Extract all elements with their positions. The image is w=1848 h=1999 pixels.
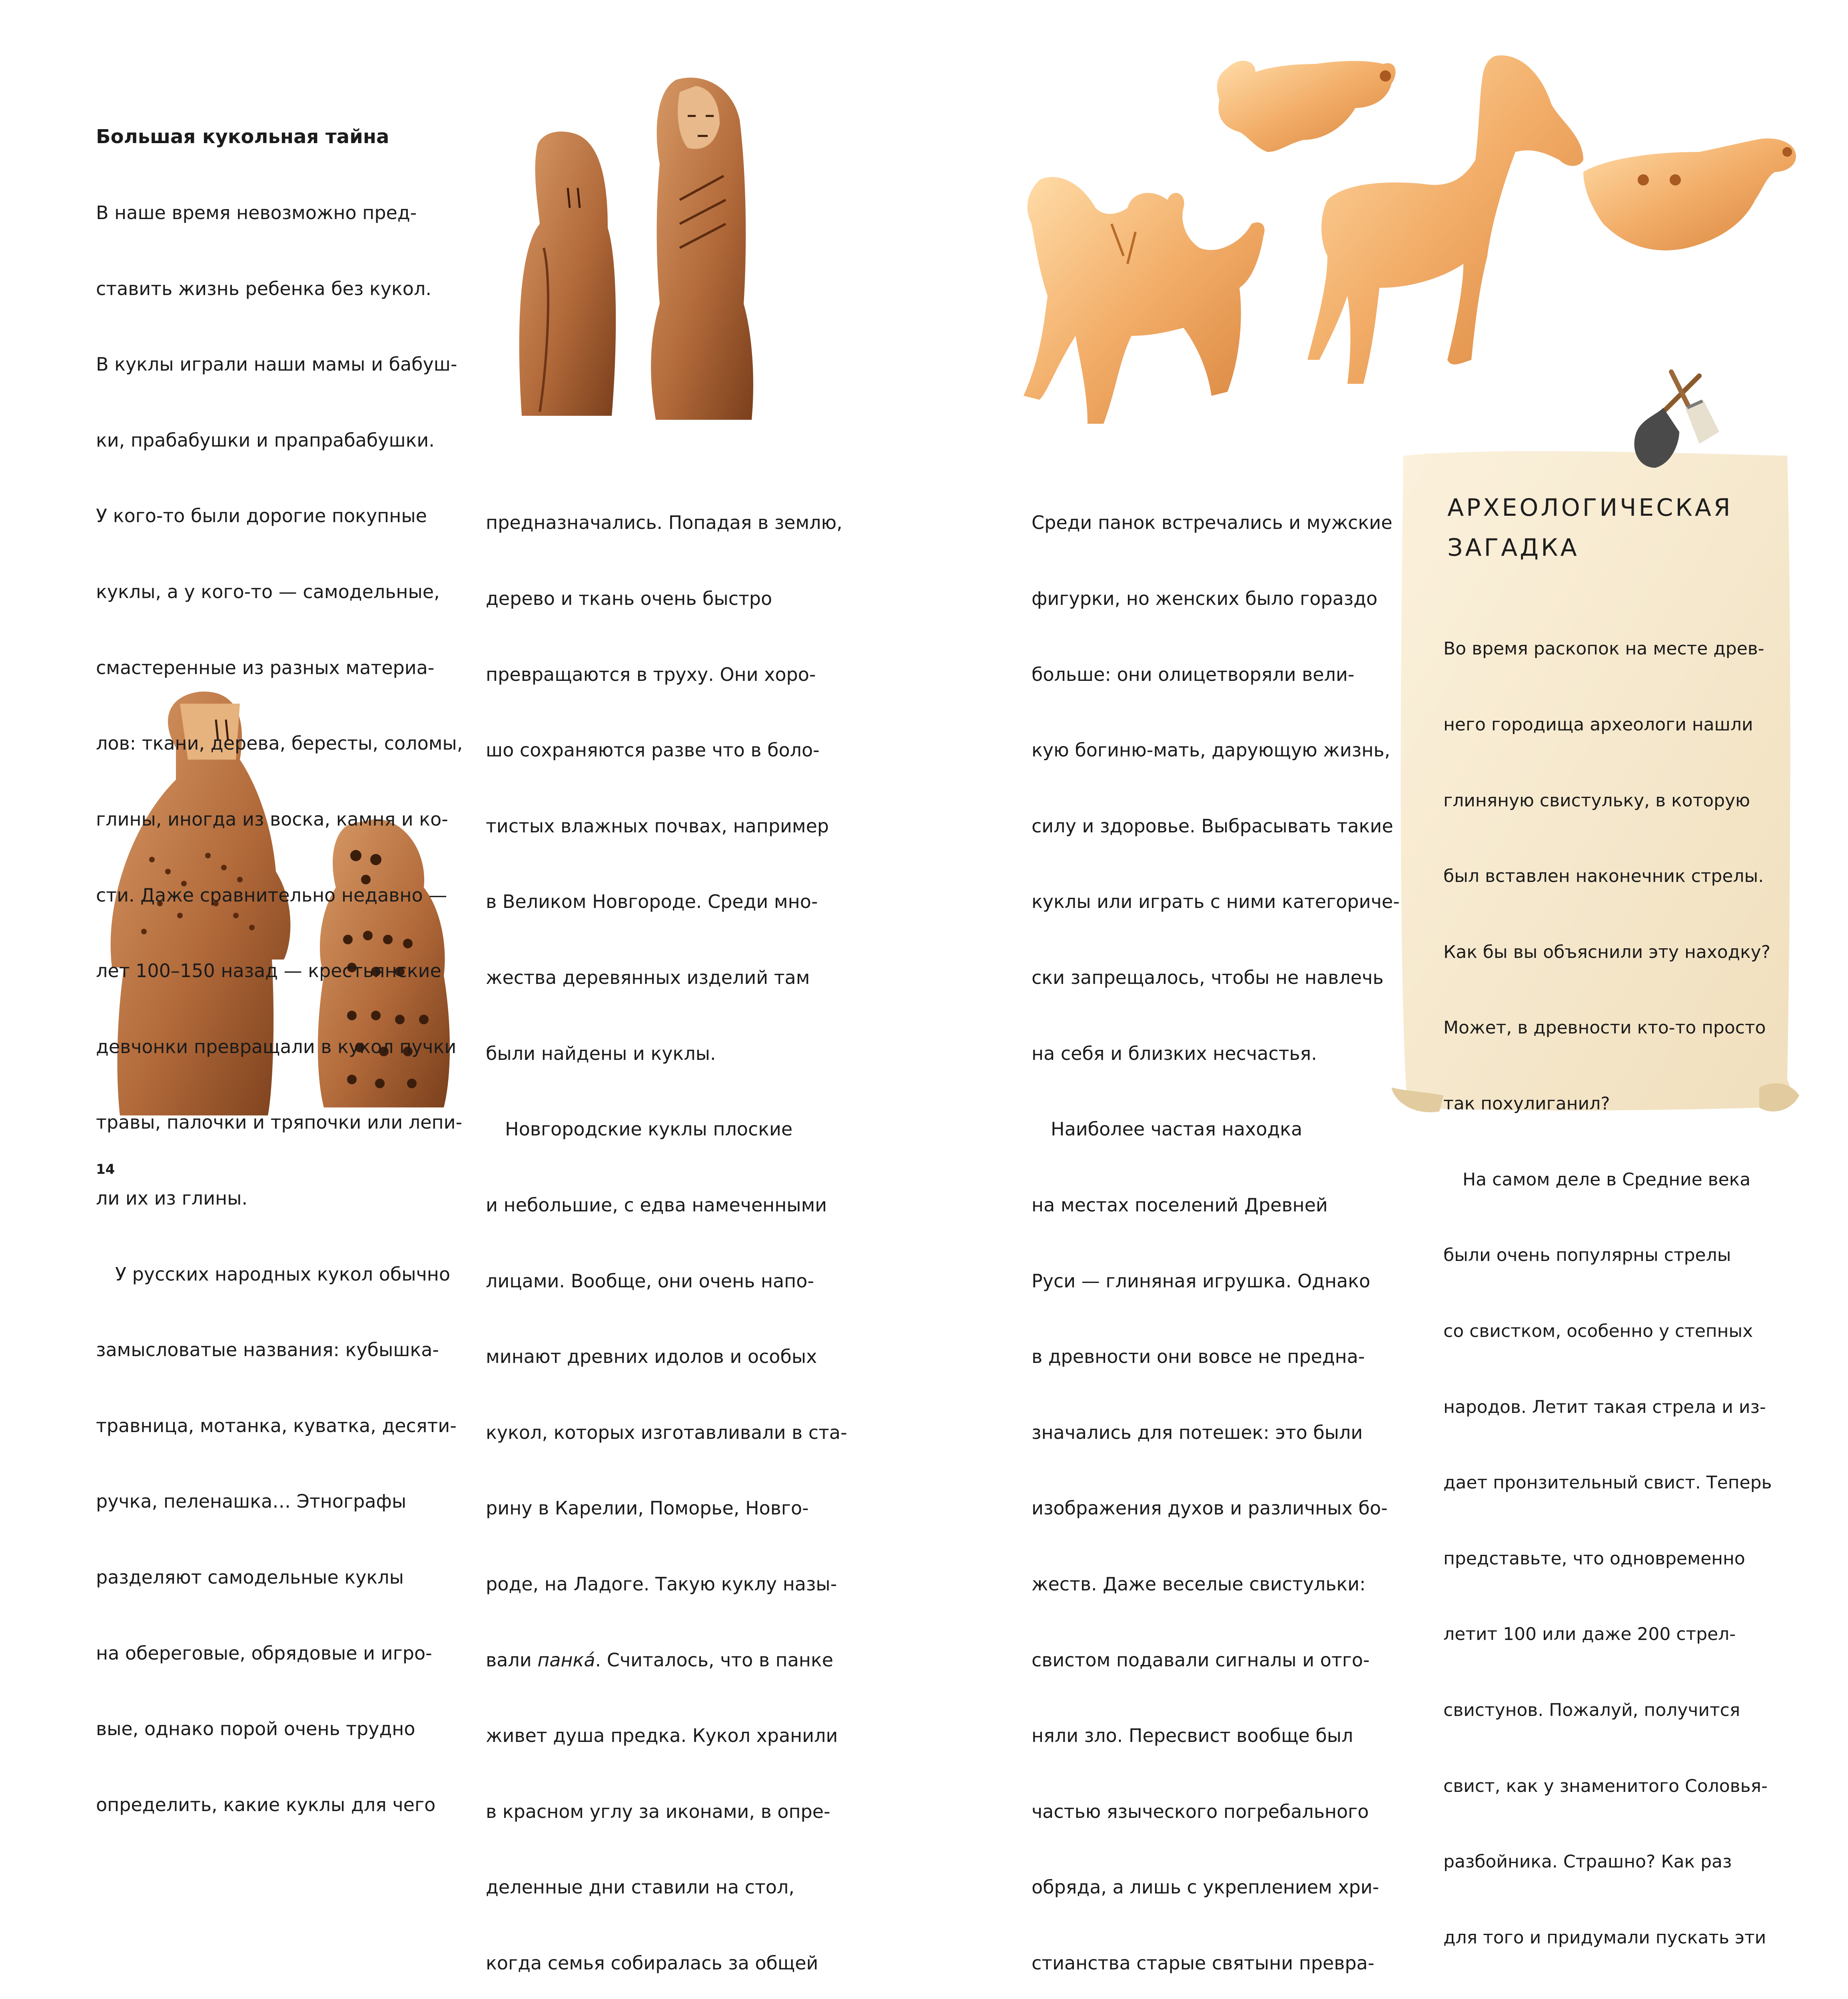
text-line: глины, иногда из воска, камня и ко-: [96, 808, 448, 830]
text-line: В куклы играли наши мамы и бабуш-: [96, 353, 457, 375]
text-line: свистунов. Пожалуй, получится: [1443, 1700, 1740, 1720]
text-line: травы, палочки и тряпочки или лепи-: [96, 1111, 463, 1133]
text-line: превращаются в труху. Они хоро-: [486, 663, 816, 685]
middle-column: [486, 460, 847, 1999]
text-line: кую богиню-мать, дарующую жизнь,: [1032, 739, 1390, 761]
text-line: У кого-то были дорогие покупные: [96, 505, 427, 527]
text-line: ки, прабабушки и прапрабабушки.: [96, 429, 435, 451]
text-line: куклы, а у кого-то — самодельные,: [96, 581, 440, 603]
text-line: Новгородские куклы плоские: [505, 1118, 793, 1140]
clay-whistle-bird: [1583, 138, 1796, 250]
text-line: были очень популярны стрелы: [1443, 1245, 1731, 1266]
text-line: со свистком, особенно у степных: [1443, 1321, 1753, 1341]
left-column: [96, 74, 463, 1843]
text-line: тистых влажных почвах, например: [486, 815, 829, 837]
text-line: замысловатые названия: кубышка-: [96, 1339, 439, 1361]
text-line: няли зло. Пересвист вообще был: [1032, 1725, 1353, 1747]
text-line-panka: [486, 1648, 847, 1673]
text-line: куклы или играть с ними категориче-: [1032, 891, 1400, 913]
text-line: был вставлен наконечник стрелы.: [1443, 866, 1764, 887]
section-heading: Большая кукольная тайна: [96, 126, 389, 148]
text-line: предназначались. Попадая в землю,: [486, 512, 842, 534]
text-line: Наиболее частая находка: [1051, 1118, 1303, 1140]
text-line: Среди панок встречались и мужские: [1032, 512, 1393, 534]
text-line: дерево и ткань очень быстро: [486, 588, 772, 610]
text-line: силу и здоровье. Выбрасывать такие: [1032, 815, 1393, 837]
text-line: Во время раскопок на месте древ-: [1443, 638, 1764, 659]
text-line: глиняную свистульку, в которую: [1443, 790, 1750, 811]
text-fragment: вали: [486, 1649, 538, 1671]
text-line: Руси — глиняная игрушка. Однако: [1032, 1270, 1371, 1292]
text-line: минают древних идолов и особых: [486, 1346, 817, 1368]
wooden-doll-small: [519, 132, 616, 416]
text-line: на местах поселений Древней: [1032, 1194, 1328, 1216]
text-line: лет 100–150 назад — крестьянские: [96, 960, 441, 982]
text-line: на себя и близких несчастья.: [1032, 1042, 1317, 1064]
text-line: разделяют самодельные куклы: [96, 1566, 404, 1588]
text-line: девчонки превращали в кукол пучки: [96, 1035, 457, 1057]
text-line: обряда, а лишь с укреплением хри-: [1032, 1876, 1379, 1898]
text-line: и небольшие, с едва намеченными: [486, 1194, 827, 1216]
text-line: так похулиганил?: [1443, 1093, 1610, 1114]
text-line: представьте, что одновременно: [1443, 1548, 1745, 1569]
text-line: на обереговые, обрядовые и игро-: [96, 1642, 432, 1664]
clay-whistle-boar: [1217, 61, 1395, 152]
text-line: роде, на Ладоге. Такую куклу назы-: [486, 1573, 837, 1595]
text-line: шо сохраняются разве что в боло-: [486, 739, 820, 761]
text-line: в красном углу за иконами, в опре-: [486, 1800, 830, 1822]
text-line: ски запрещалось, чтобы не навлечь: [1032, 967, 1384, 989]
text-line: травница, мотанка, куватка, десяти-: [96, 1414, 457, 1436]
panka-word: панка́: [537, 1649, 595, 1671]
text-line: смастеренные из разных материа-: [96, 656, 435, 678]
text-line: для того и придумали пускать эти: [1443, 1927, 1766, 1948]
text-line: живет душа предка. Кукол хранили: [486, 1725, 838, 1747]
text-line: Как бы вы объяснили эту находку?: [1443, 942, 1771, 962]
text-line: разбойника. Страшно? Как раз: [1443, 1851, 1732, 1872]
text-line: ставить жизнь ребенка без кукол.: [96, 277, 431, 299]
text-line: дает пронзительный свист. Теперь: [1443, 1472, 1772, 1493]
text-line: больше: они олицетворяли вели-: [1032, 663, 1355, 685]
text-line: свист, как у знаменитого Соловья-: [1443, 1776, 1768, 1796]
text-line: стианства старые святыни превра-: [1032, 1952, 1375, 1974]
wooden-doll-tall: [651, 78, 753, 420]
text-line: ручка, пеленашка… Этнографы: [96, 1490, 407, 1512]
text-line: летит 100 или даже 200 стрел-: [1443, 1624, 1736, 1645]
text-line: определить, какие куклы для чего: [96, 1794, 436, 1815]
text-line: жества деревянных изделий там: [486, 967, 810, 989]
text-line: Может, в древности кто-то просто: [1443, 1017, 1766, 1038]
right-column: [1032, 460, 1401, 1999]
text-line: когда семья собиралась за общей: [486, 1952, 818, 1974]
text-line: частью языческого погребального: [1032, 1800, 1369, 1822]
text-line: фигурки, но женских было гораздо: [1032, 588, 1378, 610]
text-line: жеств. Даже веселые свистульки:: [1032, 1573, 1366, 1595]
text-line: На самом деле в Средние века: [1463, 1169, 1751, 1190]
text-line: были найдены и куклы.: [486, 1042, 716, 1064]
text-line: вые, однако порой очень трудно: [96, 1718, 415, 1740]
text-line: деленные дни ставили на стол,: [486, 1876, 794, 1898]
text-line: в Великом Новгороде. Среди мно-: [486, 891, 818, 913]
text-line: В наше время невозможно пред-: [96, 202, 417, 224]
text-line: изображения духов и различных бо-: [1032, 1497, 1388, 1519]
text-line: значались для потешек: это были: [1032, 1421, 1363, 1443]
sidebar-title: АРХЕОЛОГИЧЕСКАЯ ЗАГАДКА: [1447, 494, 1733, 562]
text-line: сти. Даже сравнительно недавно —: [96, 884, 447, 906]
text-line: рину в Карелии, Поморье, Новго-: [486, 1497, 809, 1519]
text-line: лов: ткани, дерева, бересты, соломы,: [96, 732, 463, 754]
text-line: ли их из глины.: [96, 1187, 248, 1209]
text-line: него городища археологи нашли: [1443, 714, 1753, 735]
text-line: кукол, которых изготавливали в ста-: [486, 1421, 847, 1443]
sidebar-text: [1443, 586, 1772, 1999]
text-line: лицами. Вообще, они очень напо-: [486, 1270, 814, 1292]
clay-horse-with-rider: [1024, 177, 1265, 424]
text-fragment: . Считалось, что в панке: [595, 1649, 834, 1671]
page-number: 14: [96, 1161, 115, 1177]
text-line: народов. Летит такая стрела и из-: [1443, 1397, 1766, 1417]
text-line: У русских народных кукол обычно: [115, 1263, 451, 1285]
text-line: в древности они вовсе не предна-: [1032, 1346, 1365, 1368]
text-line: свистом подавали сигналы и отго-: [1032, 1649, 1370, 1671]
